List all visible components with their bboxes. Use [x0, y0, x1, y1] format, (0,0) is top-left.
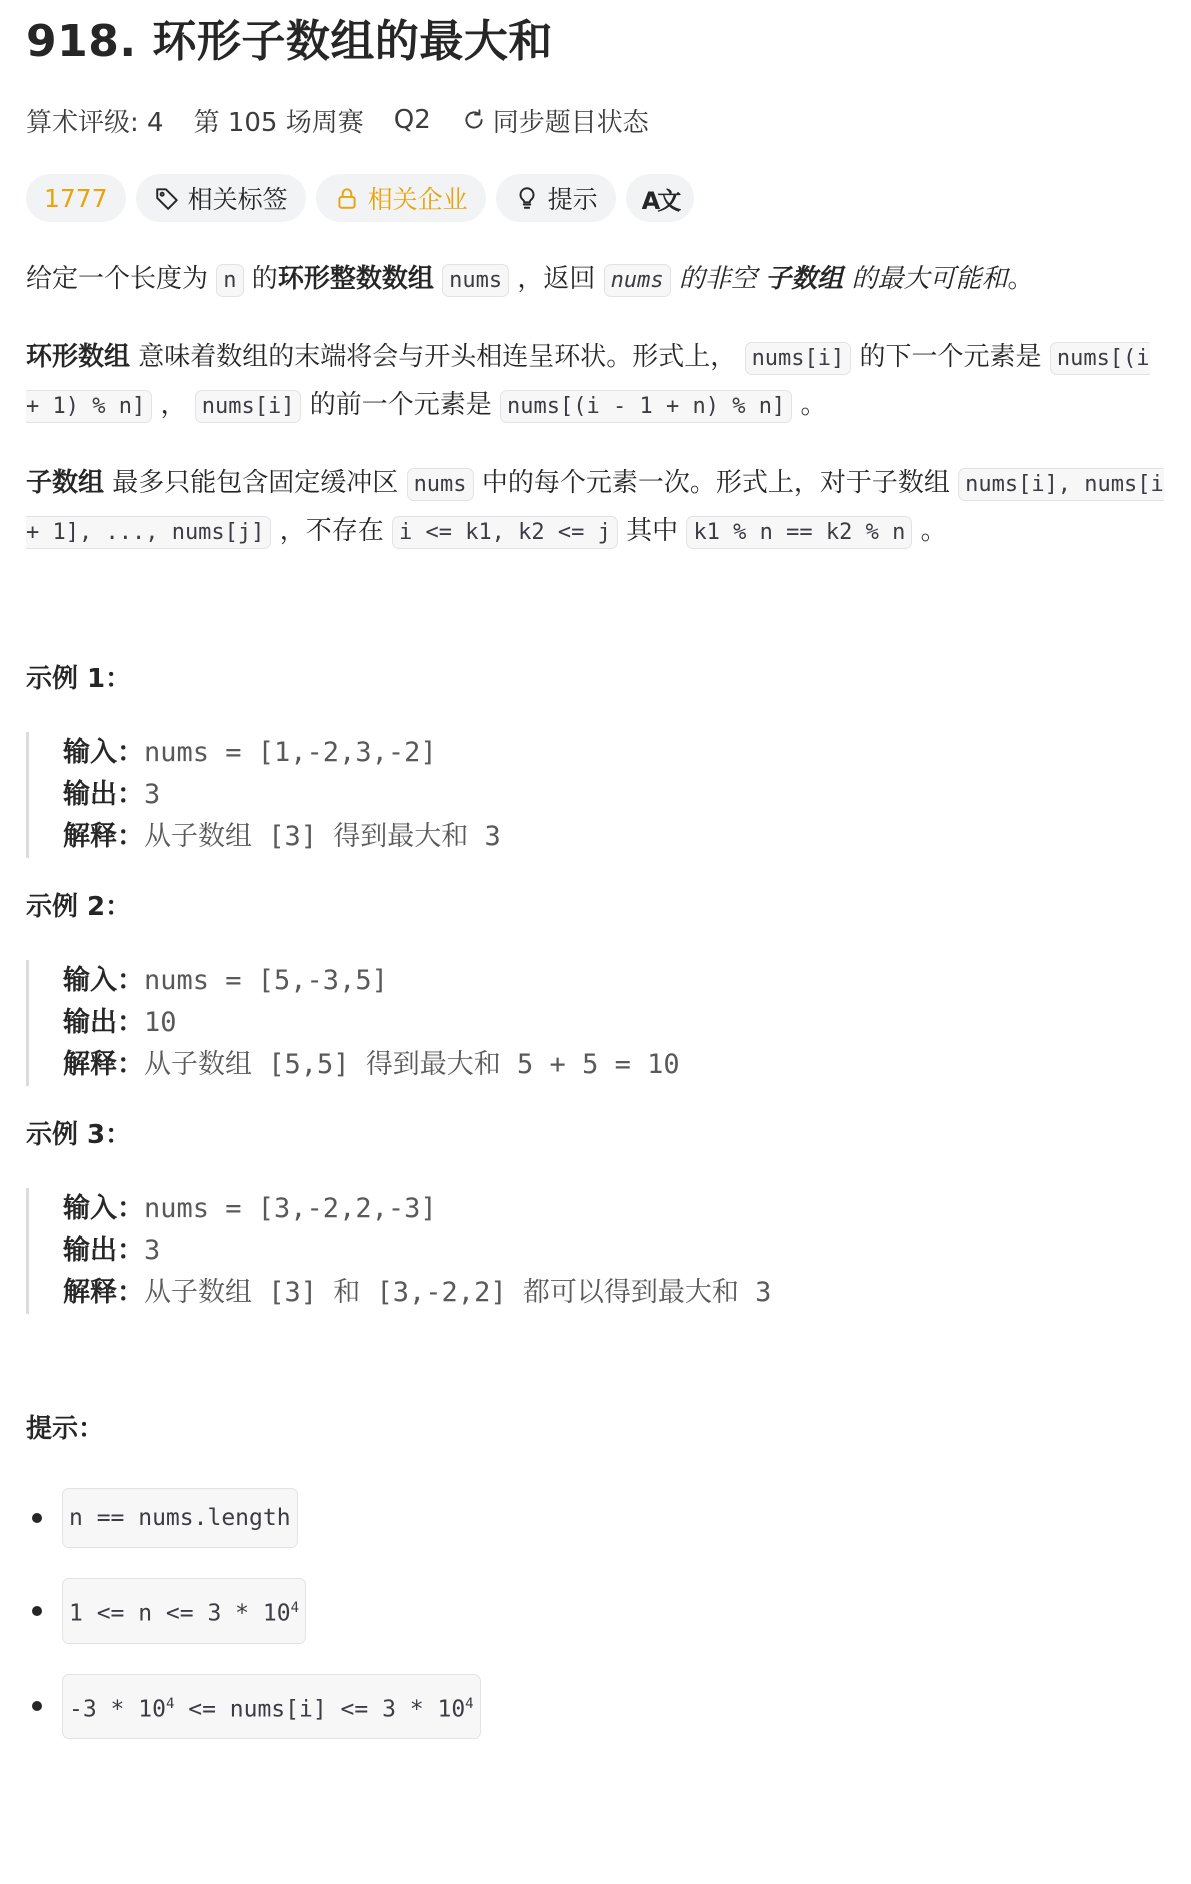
example-title: 示例 3：: [26, 1120, 132, 1150]
example-input: nums = [5,-3,5]: [144, 965, 388, 996]
problem-description: [26, 256, 1165, 1739]
inline-code: nums: [442, 264, 509, 297]
inline-code: nums[(i + 1) % n]: [26, 342, 1150, 423]
example-title: 示例 2：: [26, 892, 132, 922]
list-item: [26, 1578, 1165, 1644]
question-number: Q2: [393, 105, 431, 135]
list-item: [26, 1674, 1165, 1740]
constraint-code: $-3 * 10^4$ <= nums[i] <= $3 * 10^4$: [62, 1674, 481, 1740]
related-companies-chip[interactable]: [316, 174, 486, 222]
inline-code: nums[i]: [745, 342, 852, 375]
constraints-title: 提示：: [26, 1414, 105, 1444]
lock-icon: [334, 185, 360, 211]
inline-code: nums: [604, 264, 671, 297]
example-explanation: 从子数组 [3] 得到最大和 3: [144, 821, 501, 852]
tag-chips: [26, 174, 1165, 222]
sync-status-button[interactable]: [461, 102, 649, 139]
sync-status-label: 同步题目状态: [492, 107, 649, 138]
lightbulb-icon: [514, 185, 540, 211]
inline-code: nums[i], nums[i + 1], ..., nums[j]: [26, 468, 1164, 549]
refresh-icon: [461, 107, 487, 133]
example-3: [26, 1112, 1165, 1314]
inline-code: nums: [407, 468, 474, 501]
inline-code: n: [216, 264, 243, 297]
inline-code: i <= k1, k2 <= j: [392, 516, 618, 549]
example-output: 3: [144, 779, 161, 810]
likes-count-chip[interactable]: [26, 174, 126, 222]
related-tags-label: 相关标签: [187, 185, 288, 214]
translate-chip[interactable]: [626, 174, 695, 222]
page-title: 918. 环形子数组的最大和: [26, 16, 553, 67]
inline-code: nums[i]: [195, 390, 302, 423]
example-2: [26, 884, 1165, 1086]
problem-meta: [26, 100, 1165, 140]
bullet: [32, 1513, 42, 1523]
example-input: nums = [1,-2,3,-2]: [144, 737, 437, 768]
hint-label: 提示: [547, 185, 598, 214]
example-block: 输入：nums = [1,-2,3,-2] 输出：3 解释：从子数组 [3] 得到最大和 3: [26, 732, 1165, 858]
rating-label: 算术评级: 4: [26, 107, 164, 138]
example-output: 10: [144, 1007, 177, 1038]
example-explanation: 从子数组 [3] 和 [3,-2,2] 都可以得到最大和 3: [144, 1277, 772, 1308]
example-output: 3: [144, 1235, 161, 1266]
example-1: [26, 656, 1165, 858]
translate-icon: A文: [641, 186, 679, 215]
example-title: 示例 1：: [26, 664, 132, 694]
bullet: [32, 1701, 42, 1711]
example-explanation: 从子数组 [5,5] 得到最大和 5 + 5 = 10: [144, 1049, 680, 1080]
related-tags-chip[interactable]: [136, 174, 306, 222]
related-companies-label: 相关企业: [367, 185, 468, 214]
likes-count: 1777: [44, 183, 108, 213]
constraints-list: [26, 1488, 1165, 1739]
constraint-code: n == nums.length: [62, 1488, 298, 1548]
example-block: 输入：nums = [5,-3,5] 输出：10 解释：从子数组 [5,5] 得到最大和 5 + 5 = 10: [26, 960, 1165, 1086]
example-block: 输入：nums = [3,-2,2,-3] 输出：3 解释：从子数组 [3] 和 [3,-2,2] 都可以得到最大和 3: [26, 1188, 1165, 1314]
constraint-code: $1 <= n <= 3 * 10^4$: [62, 1578, 306, 1644]
inline-code: k1 % n == k2 % n: [686, 516, 912, 549]
description-paragraph-1: 给定一个长度为 n 的环形整数数组 nums ，返回 nums 的非空 子数组 的最大可能和。: [26, 256, 1165, 304]
list-item: [26, 1488, 1165, 1548]
bullet: [32, 1606, 42, 1616]
tag-icon: [154, 185, 180, 211]
example-input: nums = [3,-2,2,-3]: [144, 1193, 437, 1224]
description-paragraph-2: 环形数组 意味着数组的末端将会与开头相连呈环状。形式上， nums[i] 的下一个元素是 nums[(i + 1) % n] ， nums[i] 的前一个元素是 nums[(i - 1 + n) % n] 。: [26, 334, 1165, 430]
problem-page: [0, 12, 1191, 1739]
inline-code: nums[(i - 1 + n) % n]: [500, 390, 792, 423]
contest-link[interactable]: 第 105 场周赛: [193, 107, 364, 138]
hint-chip[interactable]: [496, 174, 616, 222]
description-paragraph-3: 子数组 最多只能包含固定缓冲区 nums 中的每个元素一次。形式上，对于子数组 nums[i], nums[i + 1], ..., nums[j] ，不存在 i <= k1, k2 <= j 其中 k1 % n == k2 % n 。: [26, 460, 1165, 556]
